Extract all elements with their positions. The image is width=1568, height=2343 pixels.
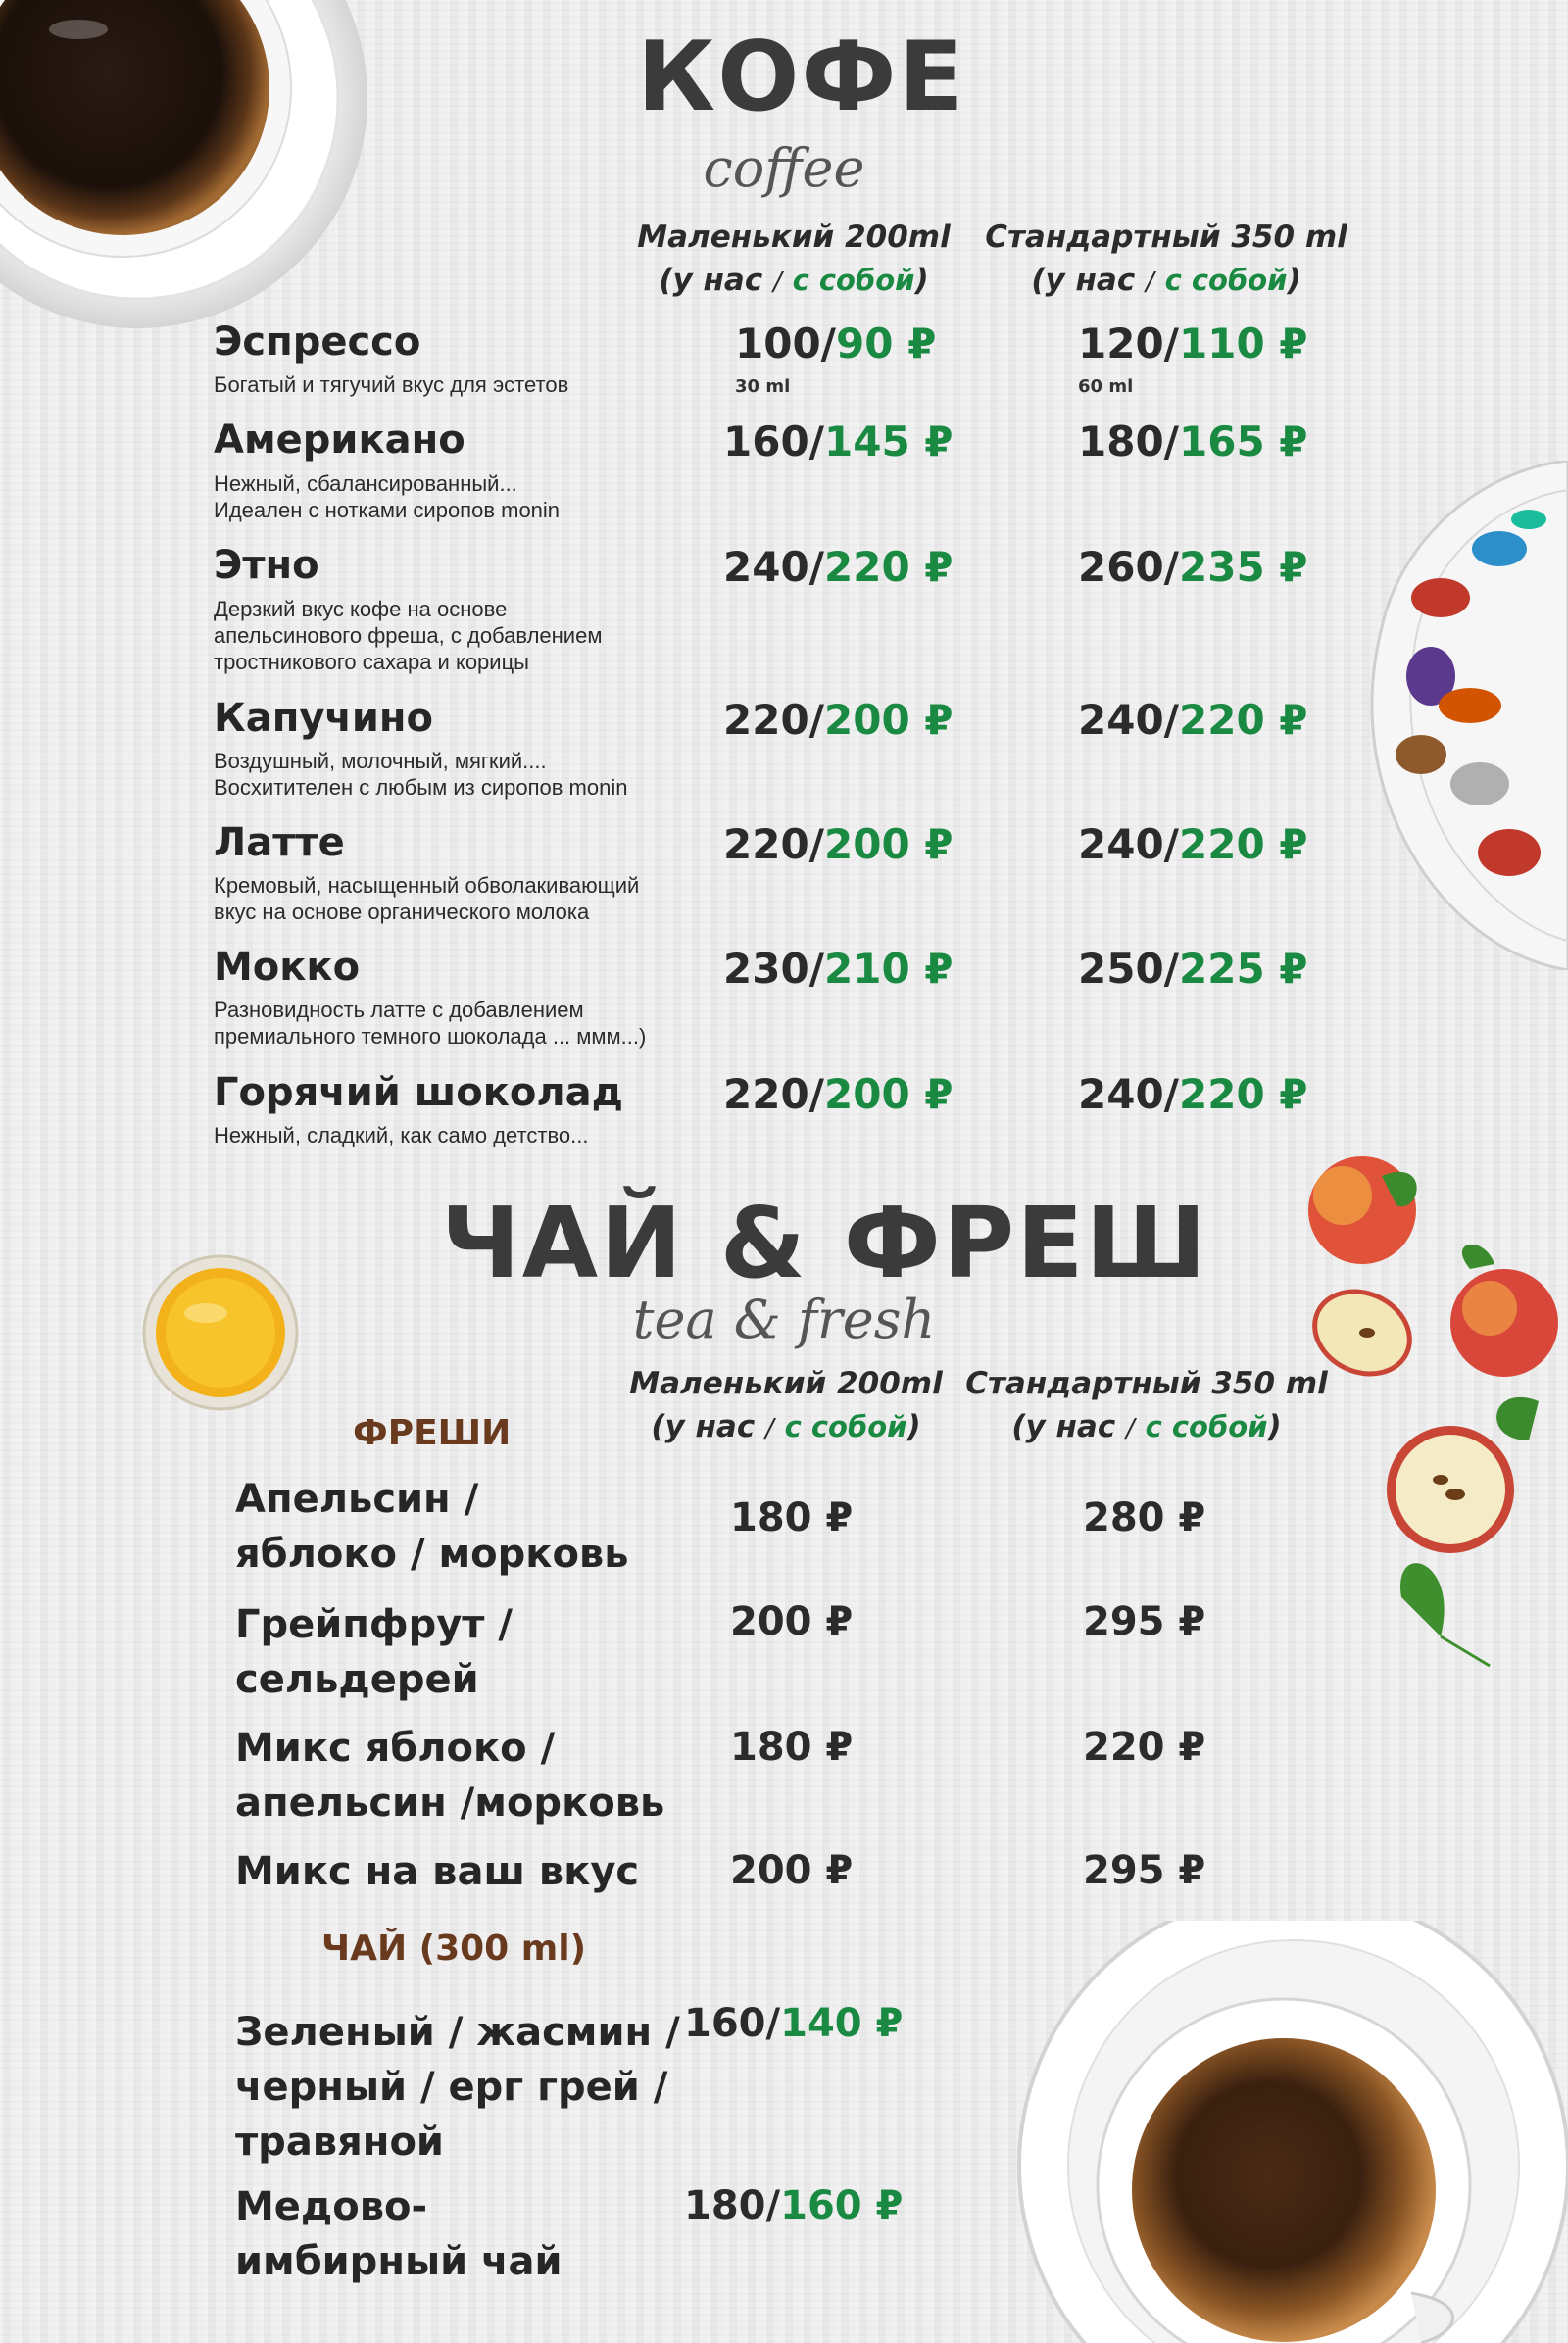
tea-price: 160/140 ₽	[684, 2001, 904, 2046]
coffee-price-small: 220/200 ₽	[723, 820, 954, 868]
coffee-cup-bottom-image	[1000, 1921, 1568, 2343]
coffee-item-desc: Дерзкий вкус кофе на основе	[214, 597, 508, 621]
coffee-header-standard	[970, 216, 1362, 304]
coffee-price-standard: 260/235 ₽	[1078, 543, 1308, 591]
coffee-item-name: Горячий шоколад	[214, 1070, 623, 1115]
tea-item-name: Зеленый / жасмин / черный / ерг грей / травяной	[235, 2010, 680, 2165]
fresh-item-name: Микс яблоко / апельсин /морковь	[235, 1726, 665, 1826]
coffee-item-desc: Кремовый, насыщенный обволакивающий	[214, 873, 640, 898]
tea-header-small-size: Маленький 200ml	[629, 1366, 943, 1401]
coffee-price-small: 220/200 ₽	[723, 696, 954, 744]
fresh-price-standard: 295 ₽	[1083, 1848, 1206, 1893]
coffee-item-desc: премиального темного шоколада ... ммм...)	[214, 1024, 647, 1049]
coffee-item-name: Американо	[214, 417, 466, 463]
coffee-price-small: 160/145 ₽	[723, 417, 954, 465]
coffee-item-desc: тростникового сахара и корицы	[214, 650, 529, 674]
coffee-item-desc: Восхитителен с любым из сиропов monin	[214, 775, 628, 800]
coffee-item-name: Эспрессо	[214, 319, 421, 365]
fresh-price-standard: 295 ₽	[1083, 1599, 1206, 1644]
coffee-header-small-here-togo: (у нас / с собой)	[659, 263, 929, 298]
coffee-title: КОФЕ	[637, 22, 966, 133]
tea-section-label: ЧАЙ (300 ml)	[321, 1928, 587, 1969]
coffee-price-small: 100/90 ₽	[735, 319, 937, 367]
butterfly-plate-image	[1362, 461, 1568, 970]
tea-subtitle: tea & fresh	[632, 1289, 936, 1350]
orange-juice-glass-image	[137, 1249, 304, 1416]
tea-header-standard	[951, 1362, 1343, 1450]
coffee-header-standard-here-togo: (у нас / с собой)	[1031, 263, 1301, 298]
fresh-price-small: 200 ₽	[730, 1848, 854, 1893]
coffee-item-desc: Богатый и тягучий вкус для эстетов	[214, 372, 569, 397]
coffee-price-small: 240/220 ₽	[723, 543, 954, 591]
coffee-header-small-size: Маленький 200ml	[637, 220, 951, 255]
coffee-price-standard: 250/225 ₽	[1078, 945, 1308, 993]
coffee-header-small	[627, 216, 960, 304]
tea-header-standard-size: Стандартный 350 ml	[965, 1366, 1328, 1401]
coffee-cup-top-image	[0, 0, 402, 333]
coffee-item-desc: Нежный, сбалансированный...	[214, 471, 517, 496]
fresh-item-name: Апельсин / яблоко / морковь	[235, 1477, 629, 1577]
coffee-price-standard: 180/165 ₽	[1078, 417, 1308, 465]
coffee-subtitle: coffee	[703, 137, 865, 199]
coffee-item-name: Капучино	[214, 696, 434, 741]
coffee-volume-small: 30 ml	[735, 376, 791, 397]
fresh-price-small: 200 ₽	[730, 1599, 854, 1644]
coffee-item-desc: Идеален с нотками сиропов monin	[214, 498, 561, 522]
tea-item-name: Медово- имбирный чай	[235, 2184, 563, 2284]
fresh-item-name: Грейпфрут / сельдерей	[235, 1602, 514, 1702]
coffee-volume-standard: 60 ml	[1078, 376, 1134, 397]
fresh-price-small: 180 ₽	[730, 1725, 854, 1770]
coffee-price-standard: 240/220 ₽	[1078, 820, 1308, 868]
tea-header-small	[619, 1362, 953, 1450]
tea-title: ЧАЙ & ФРЕШ	[441, 1186, 1209, 1300]
coffee-price-standard: 240/220 ₽	[1078, 1070, 1308, 1118]
coffee-item-desc: апельсинового фреша, с добавлением	[214, 623, 603, 648]
fresh-price-small: 180 ₽	[730, 1495, 854, 1540]
fresh-price-standard: 280 ₽	[1083, 1495, 1206, 1540]
coffee-item-name: Этно	[214, 543, 319, 588]
tea-header-standard-here-togo: (у нас / с собой)	[1011, 1409, 1282, 1444]
coffee-item-desc: Воздушный, молочный, мягкий....	[214, 749, 547, 773]
coffee-item-name: Мокко	[214, 945, 361, 990]
coffee-item-name: Латте	[214, 820, 345, 865]
coffee-item-desc: Нежный, сладкий, как само детство...	[214, 1123, 589, 1147]
coffee-price-standard: 240/220 ₽	[1078, 696, 1308, 744]
tea-header-small-here-togo: (у нас / с собой)	[651, 1409, 921, 1444]
coffee-price-small: 220/200 ₽	[723, 1070, 954, 1118]
coffee-item-desc: вкус на основе органического молока	[214, 900, 590, 924]
tea-price: 180/160 ₽	[684, 2183, 904, 2228]
coffee-item-desc: Разновидность латте с добавлением	[214, 998, 584, 1022]
fresh-section-label: ФРЕШИ	[353, 1413, 512, 1453]
coffee-price-standard: 120/110 ₽	[1078, 319, 1308, 367]
fresh-item-name: Микс на ваш вкус	[235, 1849, 640, 1894]
coffee-price-small: 230/210 ₽	[723, 945, 954, 993]
fresh-price-standard: 220 ₽	[1083, 1725, 1206, 1770]
coffee-header-standard-size: Стандартный 350 ml	[985, 220, 1348, 255]
